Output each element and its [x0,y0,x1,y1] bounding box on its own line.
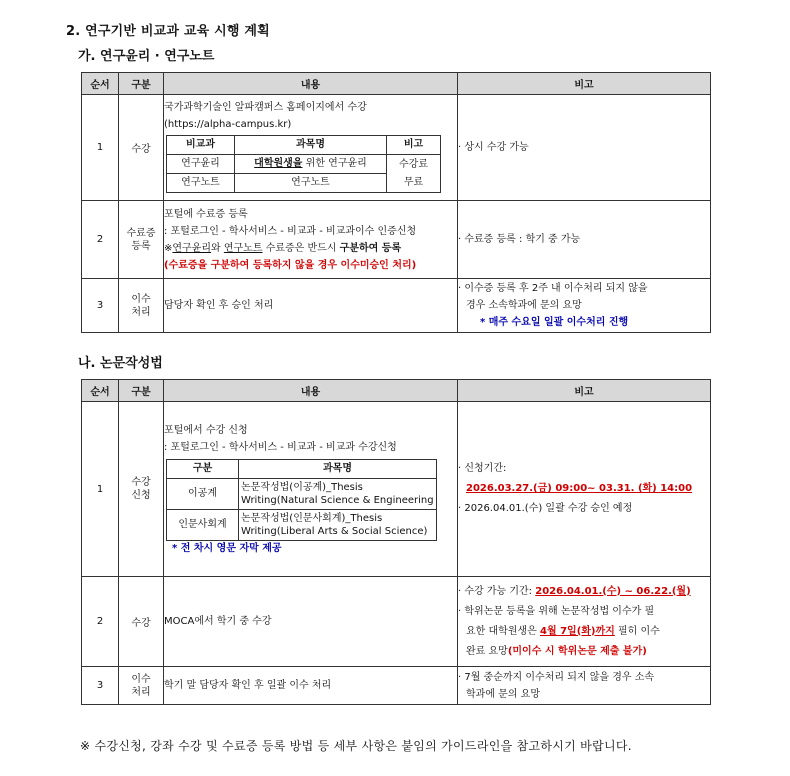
header-content: 내용 [164,380,458,402]
inner-header: 구분 [167,460,239,479]
bold-text: 구분하여 등록 [339,242,402,254]
header-note: 비고 [458,73,711,95]
course-inner-table [166,459,437,541]
header-order: 순서 [82,380,119,402]
inner-cell-fee [387,155,441,193]
note-line: · 이수증 등록 후 2주 내 이수처리 되지 않을 [458,283,648,294]
plain-text: 필히 이수 [614,625,660,637]
row-content: 담당자 확인 후 승인 처리 [164,279,458,333]
row-note: · 상시 수강 가능 [458,95,711,201]
note-line [458,582,710,602]
plain-text: 완료 요망 [466,645,508,657]
content-line: 국가과학기술인 알파캠퍼스 홈페이지에서 수강 [164,102,367,113]
content-line: 포털에서 수강 신청 [164,425,248,436]
header-note: 비고 [458,380,711,402]
inner-cell: 논문작성법(이공계)_Thesis Writing(Natural Science & Engineering [239,479,437,510]
row-type: 수강 [119,577,164,667]
fee-line: 무료 [403,176,424,188]
plain-text: 와 [211,242,224,254]
fee-line: 수강료 [399,158,428,170]
type-line: 이수 [131,673,151,685]
subsection-title-b: 나. 논문작성법 [78,356,163,371]
info-note: * 전 차시 영문 자막 제공 [172,543,282,554]
type-line: 처리 [131,686,151,698]
inner-header: 과목명 [239,460,437,479]
row-note: · 수료증 등록 : 학기 중 가능 [458,201,711,279]
row-type [119,402,164,577]
type-line: 수강 [131,477,151,488]
underline-text: 연구윤리 [172,242,212,254]
row-content [164,95,458,201]
warning-text: (미이수 시 학위논문 제출 불가) [507,645,647,657]
row-type: 수강 [119,95,164,201]
header-type: 구분 [119,380,164,402]
table-row [82,667,711,705]
inner-cell [235,155,387,174]
row-note [458,577,711,667]
footer-notice: ※ 수강신청, 강좌 수강 및 수료증 등록 방법 등 세부 사항은 붙임의 가이드라인을 참고하시기 바랍니다. [80,739,632,753]
table-row [82,95,711,201]
row-note [458,667,711,705]
deadline-text: 4월 7일(화)까지 [539,625,615,637]
table-row [82,402,711,577]
row-content: 학기 말 담당자 확인 후 일괄 이수 처리 [164,667,458,705]
note-line: 경우 소속학과에 문의 요망 [466,300,582,311]
row-note [458,402,711,577]
content-line [164,240,457,257]
emphasis-text: 대학원생을 [254,158,303,169]
header-order: 순서 [82,73,119,95]
subsection-title-a: 가. 연구윤리 · 연구노트 [78,49,215,64]
inner-cell: 연구윤리 [167,155,235,174]
header-content: 내용 [164,73,458,95]
info-note: * 매주 수요일 일괄 이수처리 진행 [480,317,629,328]
inner-cell: 이공계 [167,479,239,510]
warning-text: (수료증을 구분하여 등록하지 않을 경우 이수미승인 처리) [164,259,417,271]
inner-text: 위한 연구윤리 [302,158,367,169]
application-period: 2026.03.27.(금) 09:00~ 03.31. (화) 14:00 [466,483,693,494]
inner-cell: 연구노트 [167,174,235,193]
note-line [458,622,710,642]
inner-header: 비교과 [167,136,235,155]
note-line [458,642,710,662]
note-line: · 2026.04.01.(수) 일괄 수강 승인 예정 [458,503,633,514]
section-title: 2. 연구기반 비교과 교육 시행 계획 [66,24,270,39]
type-line: 수료증 [126,227,156,239]
content-line: : 포털로그인 - 학사서비스 - 비교과 - 비교과이수 인증신청 [164,225,417,237]
table-row [82,279,711,333]
row-content: MOCA에서 학기 중 수강 [164,577,458,667]
row-number: 2 [82,577,119,667]
course-period: 2026.04.01.(수) ~ 06.22.(월) [535,585,691,597]
table-header-row [82,380,711,402]
underline-text: 연구노트 [223,242,263,254]
row-content [164,201,458,279]
row-note [458,279,711,333]
plain-text: 요한 대학원생은 [466,625,540,637]
row-content [164,402,458,577]
plain-text: 수료증은 반드시 [262,242,340,254]
table-row [82,577,711,667]
mark-text: ※ [164,242,173,254]
table-research-ethics [81,72,711,333]
type-line: 처리 [131,306,151,318]
note-line: 학과에 문의 요망 [466,688,540,700]
header-type: 구분 [119,73,164,95]
row-number: 2 [82,201,119,279]
row-type [119,279,164,333]
course-inner-table [166,135,441,193]
type-line: 등록 [131,240,151,252]
note-line: · 신청기간: [458,463,507,474]
row-number: 1 [82,402,119,577]
content-line: : 포털로그인 - 학사서비스 - 비교과 - 비교과 수강신청 [164,442,397,453]
row-number: 3 [82,279,119,333]
inner-cell: 연구노트 [235,174,387,193]
plain-text: · 수강 가능 기간: [458,585,536,597]
inner-cell: 인문사회계 [167,510,239,541]
type-line: 이수 [131,293,151,305]
inner-cell: 논문작성법(인문사회계)_Thesis Writing(Liberal Arts & Social Science) [239,510,437,541]
content-line: 포털에 수료증 등록 [164,208,248,220]
table-header-row [82,73,711,95]
note-line: · 학위논문 등록을 위해 논문작성법 이수가 필 [458,605,655,617]
row-type [119,201,164,279]
row-type [119,667,164,705]
row-number: 3 [82,667,119,705]
type-line: 신청 [131,490,151,501]
inner-header: 비고 [387,136,441,155]
table-row [82,201,711,279]
inner-header: 과목명 [235,136,387,155]
course-url: (https://alpha-campus.kr) [164,119,292,130]
row-number: 1 [82,95,119,201]
table-thesis-writing [81,379,711,705]
note-line: · 7월 중순까지 이수처리 되지 않을 경우 소속 [458,671,655,683]
